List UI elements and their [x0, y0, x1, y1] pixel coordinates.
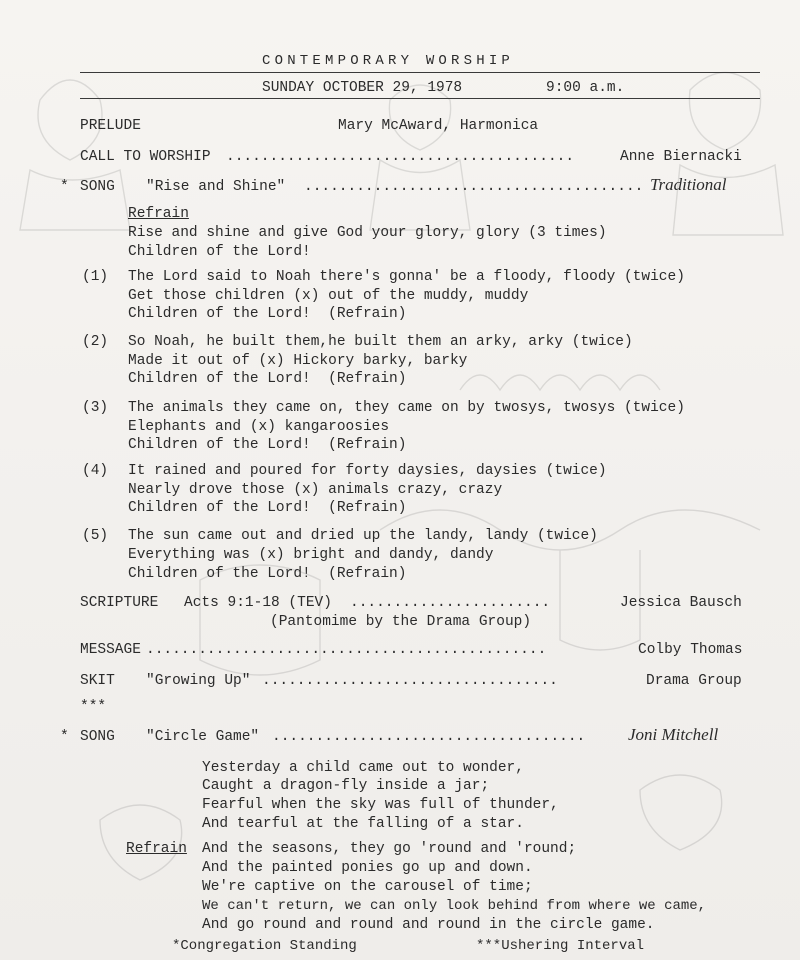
verse-line: Made it out of (x) Hickory barky, barky: [128, 353, 468, 369]
verse-number: (3): [82, 400, 109, 416]
scripture-dots: .......................: [350, 595, 551, 611]
message-person: Colby Thomas: [638, 642, 743, 658]
song2-title: "Circle Game": [146, 729, 260, 745]
song1-refrain-line: Rise and shine and give God your glory, glory (3 times): [128, 225, 607, 241]
song2-refrain-line: We're captive on the carousel of time;: [202, 879, 533, 895]
verse-line: Children of the Lord! (Refrain): [128, 371, 407, 387]
header-rule-bottom: [80, 98, 760, 99]
song1-label: SONG: [80, 179, 115, 195]
bleed-through-sketch-top: [0, 40, 800, 240]
song2-author: Joni Mitchell: [628, 725, 719, 744]
song2-refrain-line: And the painted ponies go up and down.: [202, 860, 533, 876]
verse-line: Children of the Lord! (Refrain): [128, 306, 407, 322]
skit-dots: ..................................: [262, 673, 558, 689]
verse-line: Children of the Lord! (Refrain): [128, 566, 407, 582]
footer-ushering-interval: ***Ushering Interval: [476, 938, 645, 954]
song2-refrain-label: Refrain: [126, 841, 187, 857]
verse-line: Children of the Lord! (Refrain): [128, 437, 407, 453]
scripture-label: SCRIPTURE: [80, 595, 159, 611]
verse-line: Nearly drove those (x) animals crazy, crazy: [128, 482, 503, 498]
skit-title: "Growing Up": [146, 673, 251, 689]
skit-label: SKIT: [80, 673, 115, 689]
verse-number: (5): [82, 528, 109, 544]
verse-line: Children of the Lord! (Refrain): [128, 500, 407, 516]
verse-number: (4): [82, 463, 109, 479]
verse-line: So Noah, he built them,he built them an arky, arky (twice): [128, 334, 633, 350]
song2-refrain-line: We can't return, we can only look behind from where we came,: [202, 898, 707, 914]
service-time: 9:00 a.m.: [546, 80, 625, 96]
call-to-worship-label: CALL TO WORSHIP: [80, 149, 211, 165]
message-dots: ..............................................: [146, 642, 547, 658]
verse-line: Everything was (x) bright and dandy, dandy: [128, 547, 494, 563]
song2-refrain-line: And go round and round and round in the circle game.: [202, 917, 655, 933]
header-rule-top: [80, 72, 760, 73]
song1-refrain-line: Children of the Lord!: [128, 244, 311, 260]
song1-author: Traditional: [650, 175, 727, 194]
prelude-label: PRELUDE: [80, 118, 141, 134]
skit-performer: Drama Group: [646, 673, 742, 689]
ushering-asterisms: ***: [80, 699, 107, 715]
song2-verse-line: And tearful at the falling of a star.: [202, 816, 524, 832]
song1-refrain-label: Refrain: [128, 206, 189, 222]
song1-title: "Rise and Shine": [146, 179, 286, 195]
song2-dots: ....................................: [272, 729, 586, 745]
song2-verse-line: Fearful when the sky was full of thunder,: [202, 797, 559, 813]
bulletin-title: CONTEMPORARY WORSHIP: [262, 53, 515, 69]
verse-number: (1): [82, 269, 109, 285]
call-to-worship-person: Anne Biernacki: [620, 149, 742, 165]
verse-line: The animals they came on, they came on by twosys, twosys (twice): [128, 400, 685, 416]
footer-congregation-standing: *Congregation Standing: [172, 938, 357, 954]
song2-verse-line: Caught a dragon-fly inside a jar;: [202, 778, 490, 794]
verse-line: The Lord said to Noah there's gonna' be a floody, floody (twice): [128, 269, 685, 285]
prelude-performer: Mary McAward, Harmonica: [338, 118, 539, 134]
message-label: MESSAGE: [80, 642, 141, 658]
song2-label: SONG: [80, 729, 115, 745]
song1-dots: .......................................: [304, 179, 644, 195]
song2-standing-star: *: [60, 729, 69, 745]
verse-line: Elephants and (x) kangaroosies: [128, 419, 390, 435]
service-date: SUNDAY OCTOBER 29, 1978: [262, 80, 463, 96]
verse-line: The sun came out and dried up the landy, landy (twice): [128, 528, 598, 544]
scripture-note: (Pantomime by the Drama Group): [270, 614, 532, 630]
scripture-person: Jessica Bausch: [620, 595, 742, 611]
song2-verse-line: Yesterday a child came out to wonder,: [202, 760, 524, 776]
song2-refrain-line: And the seasons, they go 'round and 'round;: [202, 841, 577, 857]
call-to-worship-dots: ........................................: [226, 149, 575, 165]
verse-number: (2): [82, 334, 109, 350]
song1-standing-star: *: [60, 179, 69, 195]
verse-line: It rained and poured for forty daysies, daysies (twice): [128, 463, 607, 479]
verse-line: Get those children (x) out of the muddy, muddy: [128, 288, 529, 304]
scripture-reference: Acts 9:1-18 (TEV): [184, 595, 332, 611]
